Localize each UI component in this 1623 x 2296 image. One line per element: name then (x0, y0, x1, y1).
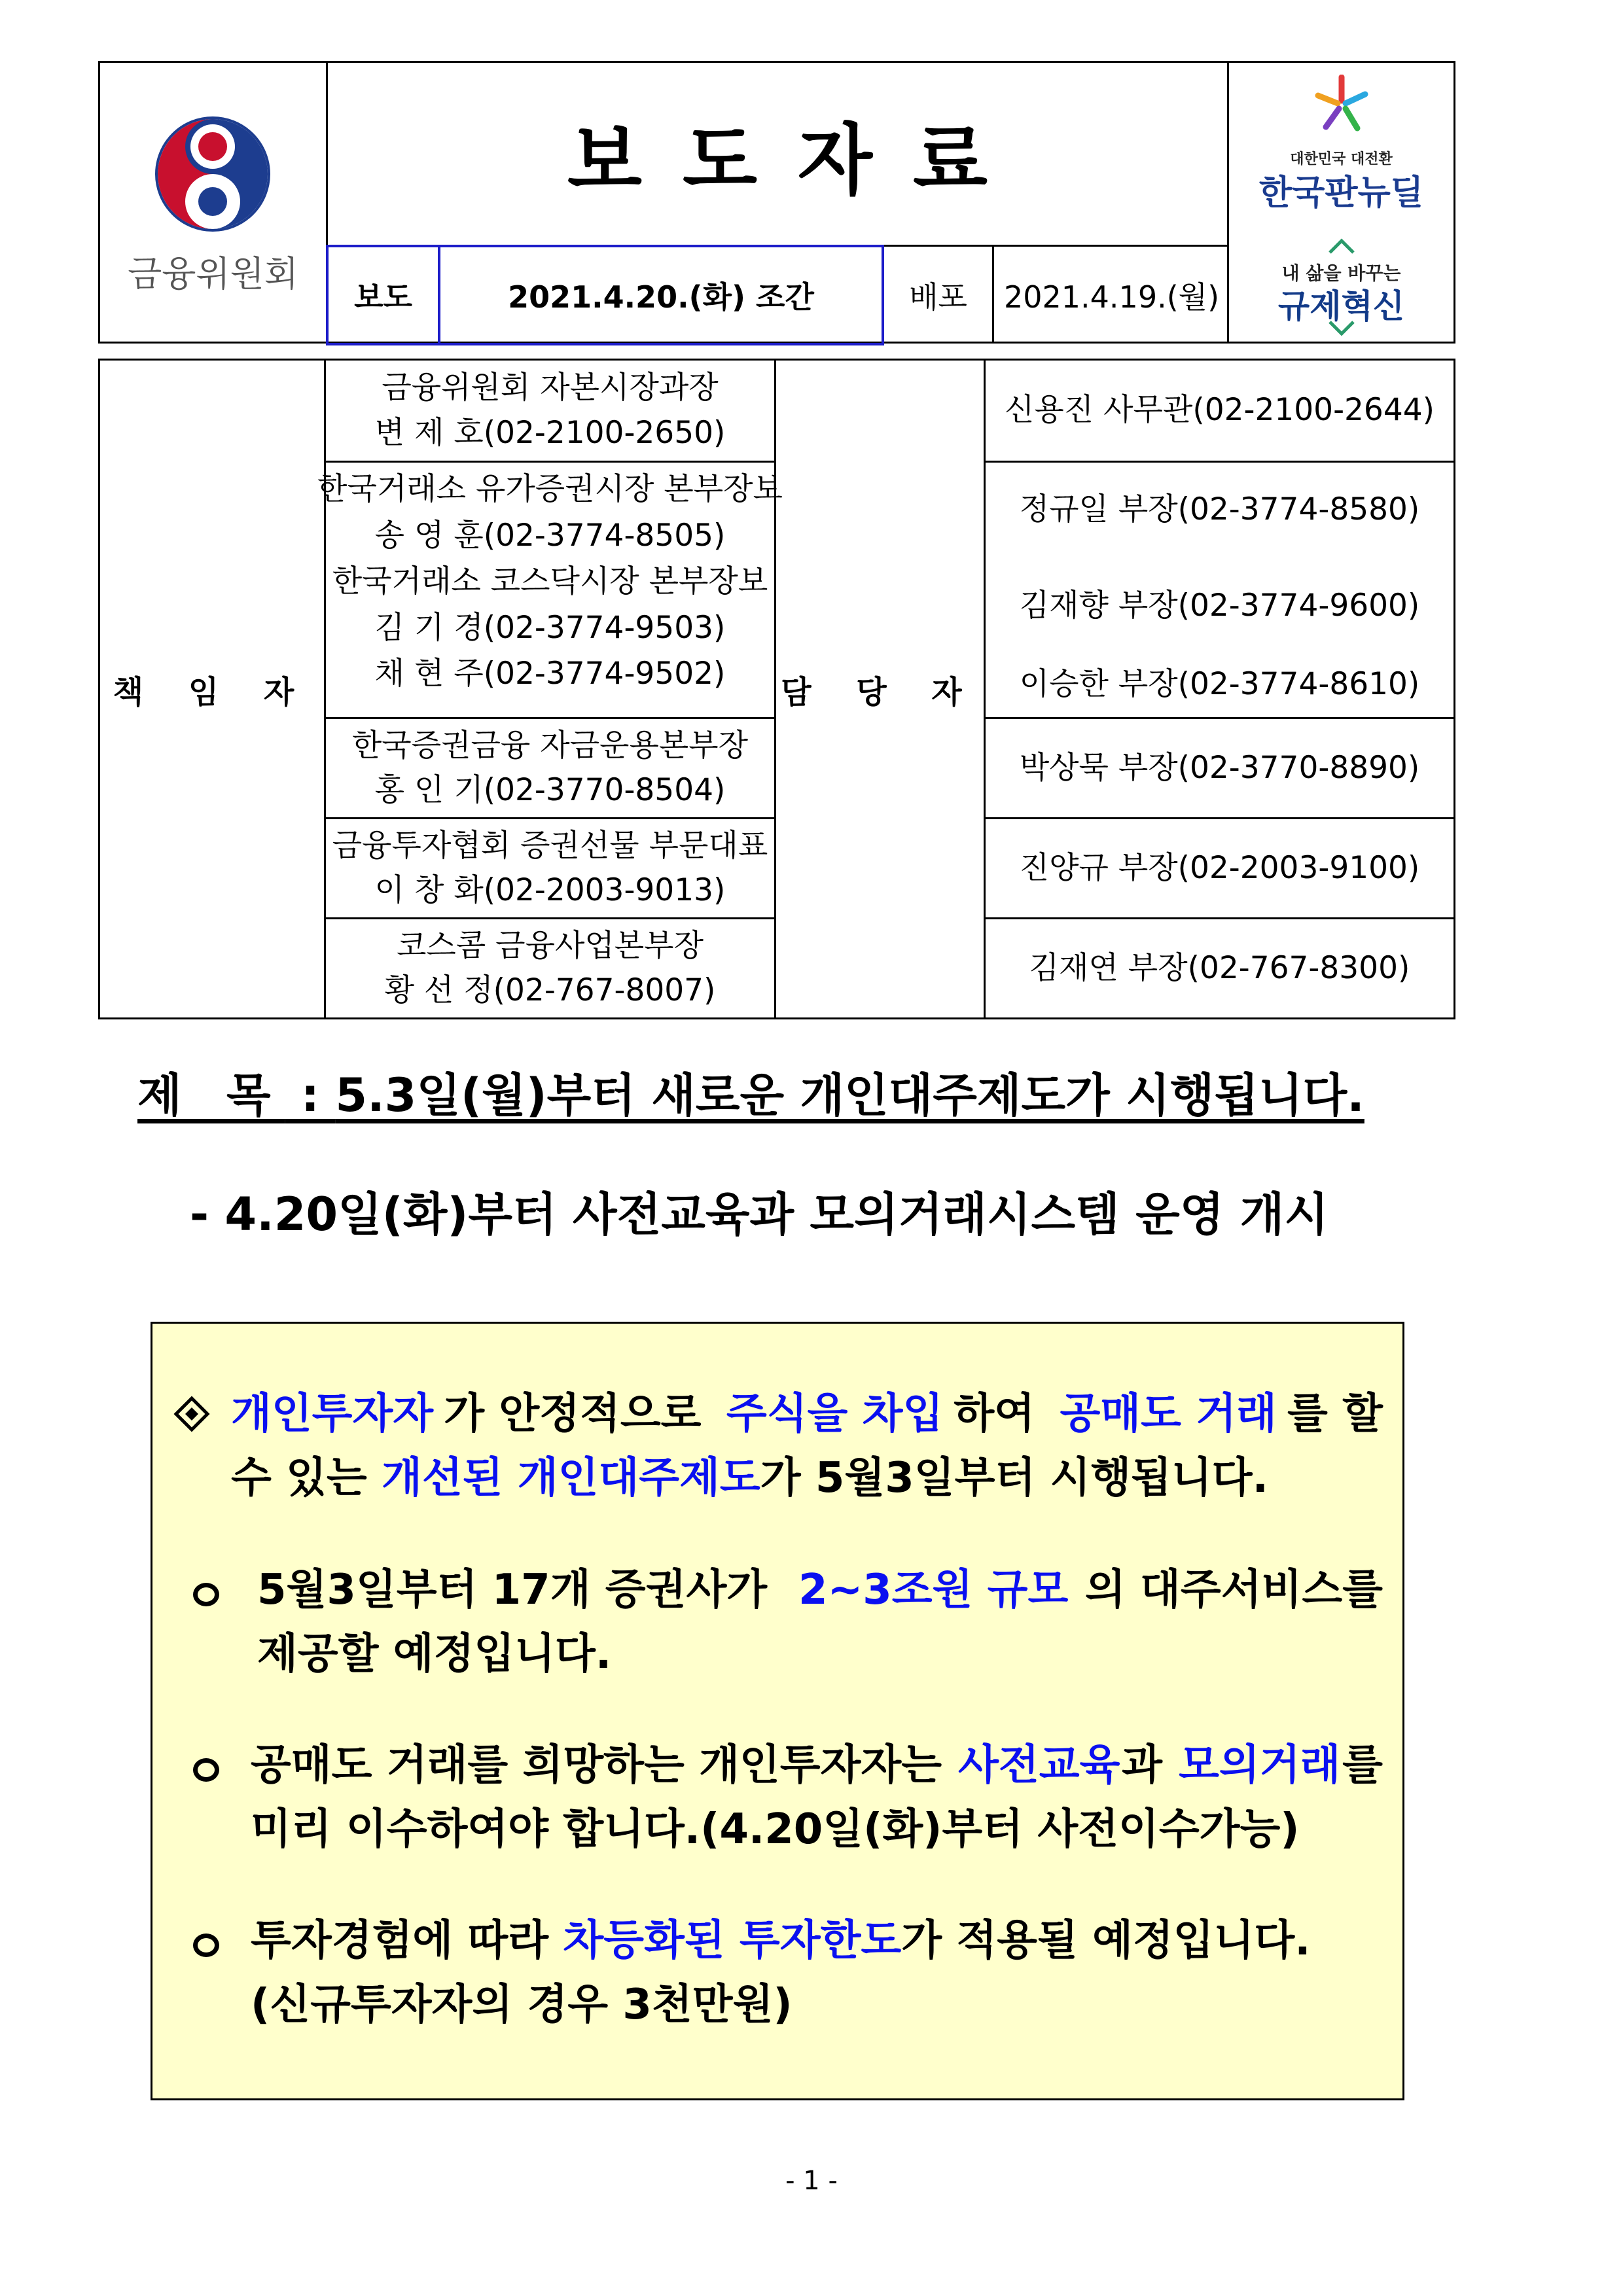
manager-entry: 이승한 부장(02-3774-8610) (1019, 665, 1420, 702)
date-row (326, 245, 1229, 344)
reform-title: 규제혁신 (1277, 287, 1405, 325)
press-release-title: 보도자료 (567, 115, 1028, 205)
summary-box (151, 1322, 1404, 2100)
release-label: 보도 (326, 245, 440, 345)
manager-entry: 정규일 부장(02-3774-8580) (1019, 491, 1420, 528)
circle-bullet-icon (193, 1934, 219, 1957)
manager-entry: 김재향 부장(02-3774-9600) (1019, 587, 1420, 624)
campaign-logos-cell (1227, 63, 1454, 342)
responsible-entry: 한국거래소 유가증권시장 본부장보 송 영 훈(02-3774-8505) 한국거래소 코스닥시장 본부장보 김 기 경(02-3774-9503) 채 현 주(02-3774-9502) (317, 471, 783, 692)
chevron-down-icon (1327, 319, 1356, 336)
responsible-entry: 코스콤 금융사업본부장 황 선 정(02-767-8007) (384, 927, 716, 1008)
manager-entry: 진양규 부장(02-2003-9100) (1019, 849, 1420, 886)
summary-item: 5월3일부터 17개 증권사가 2~3조원 규모 의 대주서비스를 제공할 예정입니다. (257, 1566, 1383, 1678)
newdeal-title: 한국판뉴딜 (1258, 173, 1424, 213)
summary-lead: 개인투자자 가 안정적으로 주식을 차입 하여 공매도 거래 를 할 수 있는 개선된 개인대주제도가 5월3일부터 시행됩니다. (231, 1390, 1383, 1502)
agency-name: 금융위원회 (128, 253, 298, 294)
responsible-entry: 금융투자협회 증권선물 부문대표 이 창 화(02-2003-9013) (332, 827, 768, 908)
reform-subtitle: 내 삶을 바꾸는 (1281, 262, 1401, 284)
distribution-label: 배포 (884, 247, 994, 344)
manager-label: 담 당 자 (781, 673, 979, 711)
title-text: 5.3일(월)부터 새로운 개인대주제도가 시행됩니다. (335, 1069, 1364, 1122)
distribution-date: 2021.4.19.(월) (1003, 279, 1220, 315)
chevron-up-icon (1327, 238, 1356, 255)
manager-entry: 김재연 부장(02-767-8300) (1029, 949, 1410, 986)
manager-entry: 신용진 사무관(02-2100-2644) (1005, 392, 1435, 429)
agency-logo-cell (100, 63, 328, 342)
title-label: 제 목 (137, 1069, 285, 1122)
newdeal-subtitle: 대한민국 대전환 (1290, 151, 1393, 168)
press-header (98, 61, 1455, 344)
title-separator: : (301, 1069, 319, 1122)
responsible-entry: 한국증권금융 자금운용본부장 홍 인 기(02-3770-8504) (351, 727, 749, 808)
circle-bullet-icon (193, 1758, 219, 1782)
release-date: 2021.4.20.(화) 조간 (438, 245, 884, 345)
document-subtitle: - 4.20일(화)부터 사전교육과 모의거래시스템 운영 개시 (190, 1188, 1329, 1241)
responsible-label: 책 임 자 (113, 673, 312, 711)
page-number: - 1 - (785, 2166, 838, 2196)
diamond-bullet-icon (173, 1396, 210, 1432)
taegeuk-emblem-icon (154, 115, 272, 233)
summary-item: 투자경험에 따라 차등화된 투자한도가 적용될 예정입니다. (신규투자자의 경우 3천만원) (251, 1916, 1311, 2029)
document-title (137, 1059, 1364, 1125)
contacts-table (98, 359, 1455, 1019)
newdeal-logo-icon (1311, 75, 1372, 135)
manager-entry: 박상묵 부장(02-3770-8890) (1019, 749, 1420, 786)
summary-item: 공매도 거래를 희망하는 개인투자자는 사전교육 과 모의거래 를 미리 이수하여야 합니다.(4.20일(화)부터 사전이수가능) (251, 1741, 1383, 1854)
responsible-entry: 금융위원회 자본시장과장 변 제 호(02-2100-2650) (374, 370, 726, 451)
circle-bullet-icon (193, 1583, 219, 1606)
